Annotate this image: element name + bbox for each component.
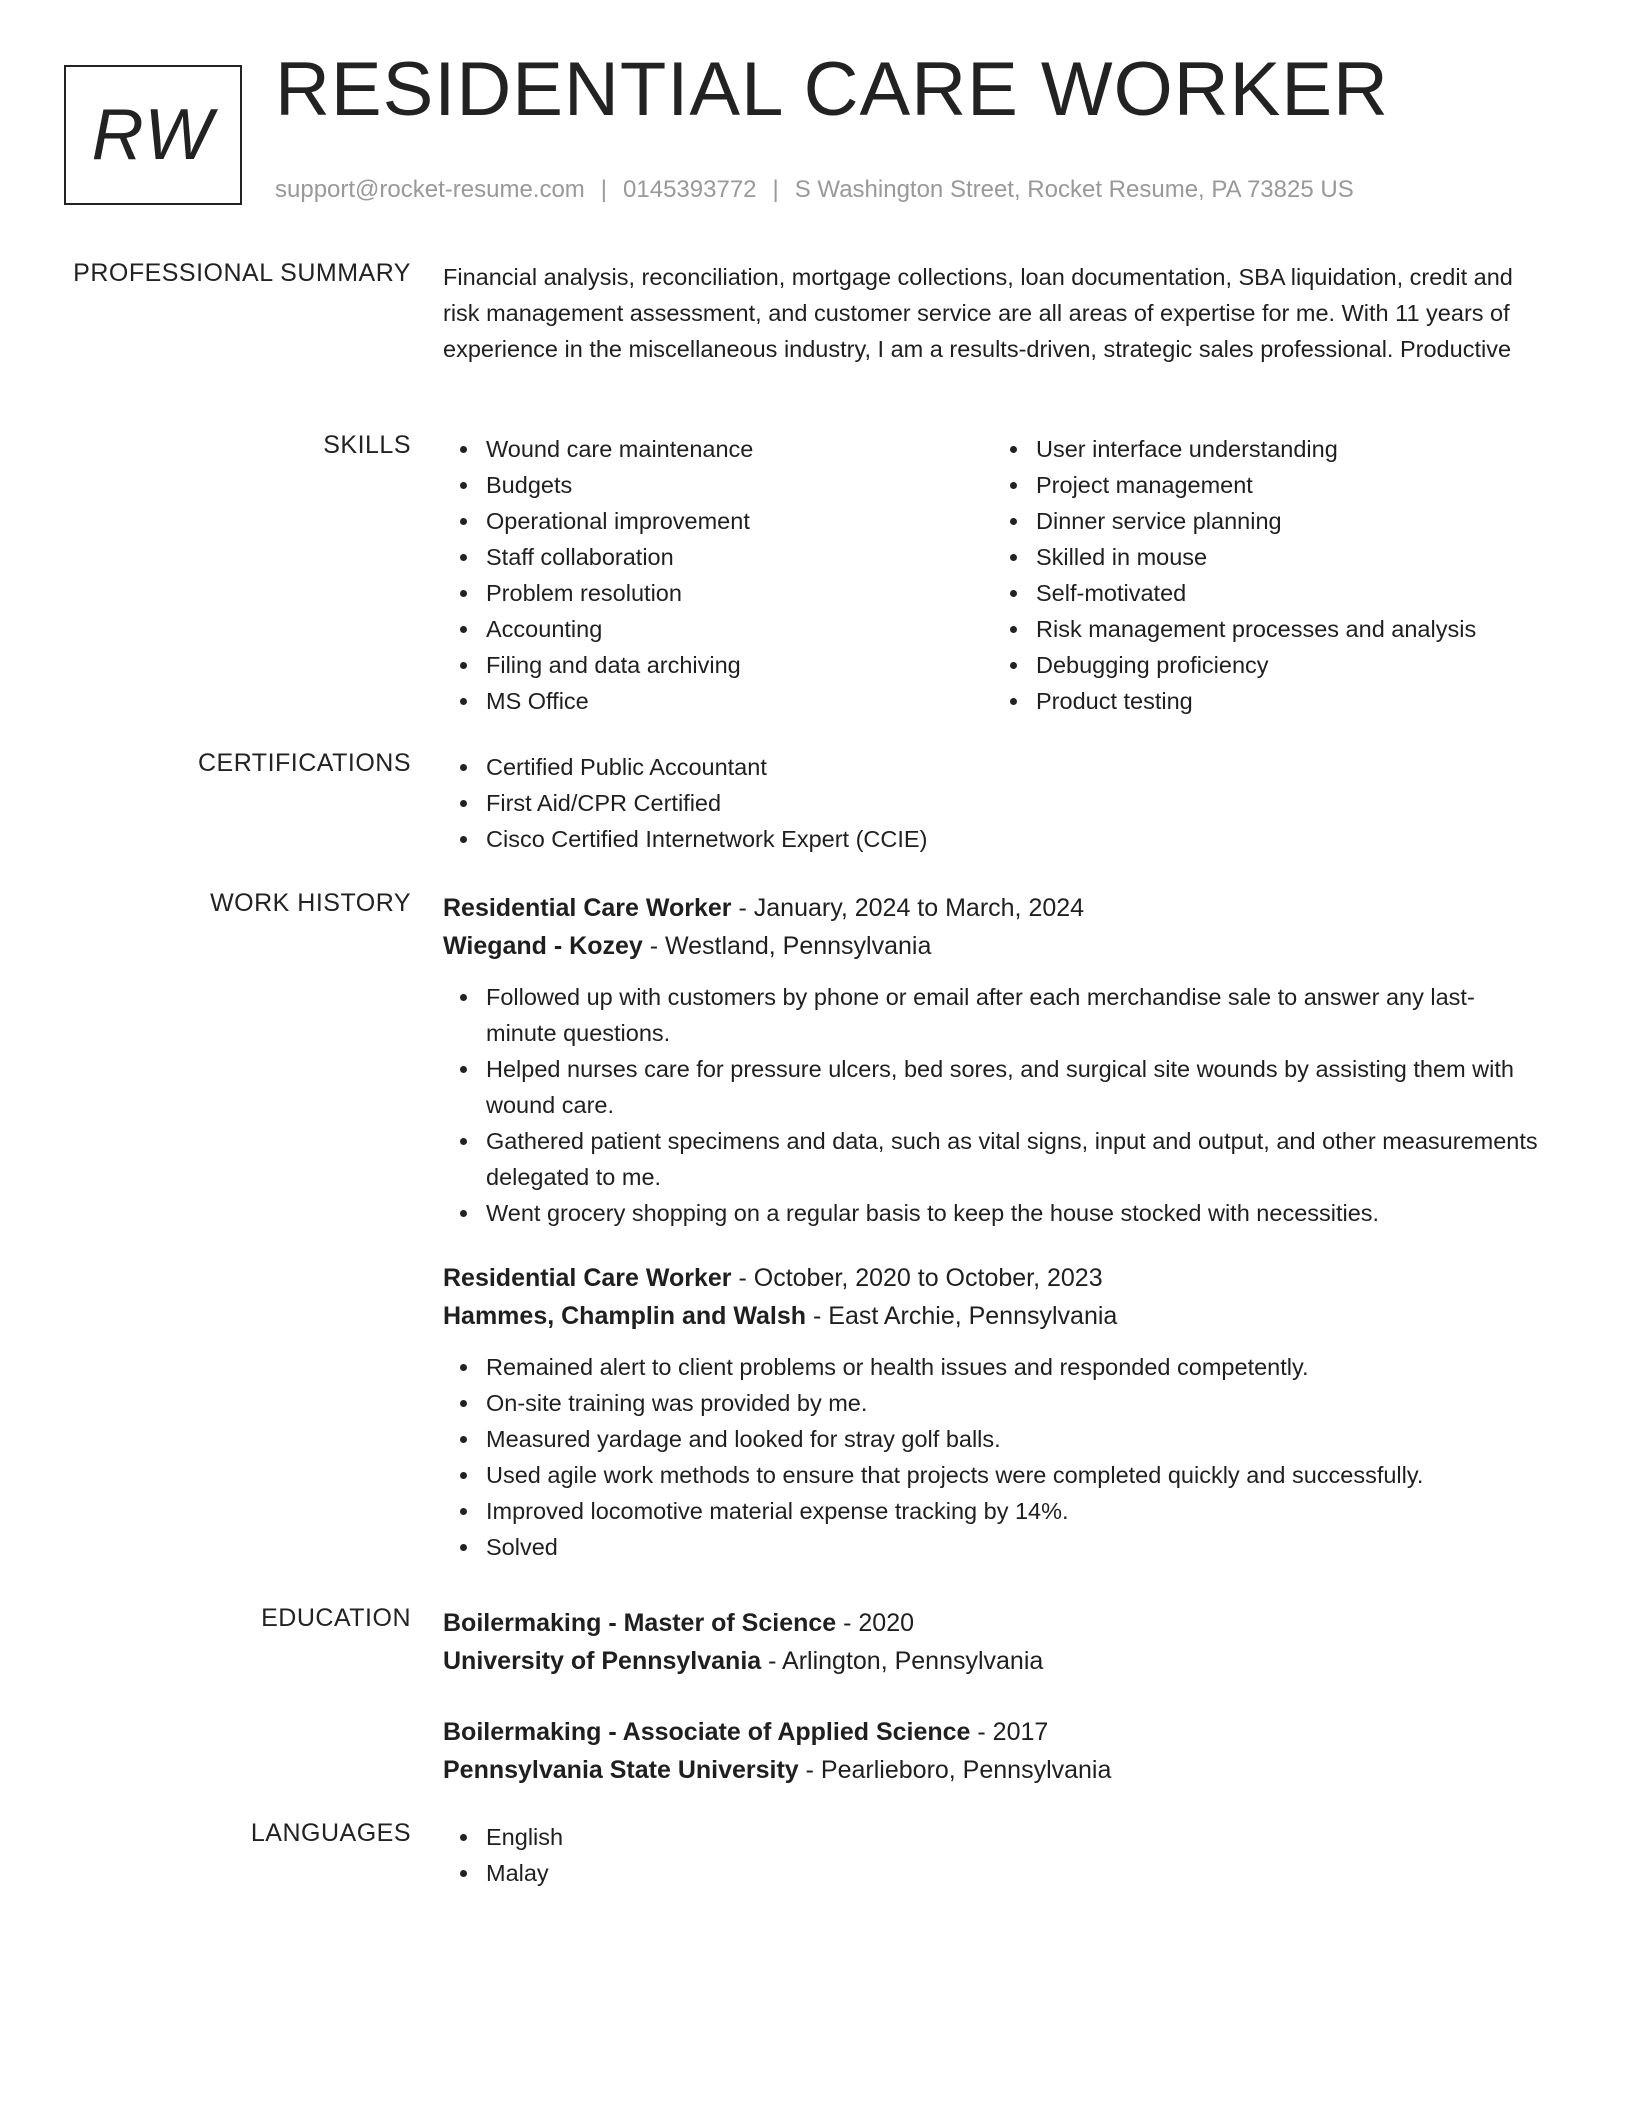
skill-item: Filing and data archiving [486, 647, 993, 683]
skills-list-left [443, 431, 993, 719]
job-bullet: Solved [486, 1529, 1543, 1565]
job-bullet: Improved locomotive material expense tracking by 14%. [486, 1493, 1543, 1529]
contact-separator: | [600, 176, 608, 203]
section-label-work-history: WORK HISTORY [210, 889, 411, 917]
skill-item: User interface understanding [1036, 431, 1543, 467]
skill-item: Operational improvement [486, 503, 993, 539]
section-label-education: EDUCATION [261, 1604, 411, 1632]
skill-item: Problem resolution [486, 575, 993, 611]
section-label-languages: LANGUAGES [250, 1819, 411, 1847]
job-bullet: On-site training was provided by me. [486, 1385, 1543, 1421]
languages-list [443, 1819, 1543, 1891]
degree-line [443, 1604, 1543, 1642]
certification-item: Cisco Certified Internetwork Expert (CCIE) [486, 821, 1543, 857]
skill-item: Project management [1036, 467, 1543, 503]
school-location: - Arlington, Pennsylvania [761, 1647, 1044, 1675]
degree: Boilermaking - Associate of Applied Science [443, 1718, 971, 1746]
skill-item: Wound care maintenance [486, 431, 993, 467]
section-label-certifications: CERTIFICATIONS [197, 749, 411, 777]
skills-columns [443, 431, 1543, 719]
language-item: Malay [486, 1855, 1543, 1891]
job-bullet: Helped nurses care for pressure ulcers, bed sores, and surgical site wounds by assisting them with wound care. [486, 1051, 1543, 1123]
skill-item: Skilled in mouse [1036, 539, 1543, 575]
skill-item: Accounting [486, 611, 993, 647]
job-company: Hammes, Champlin and Walsh [443, 1302, 807, 1330]
school-location: - Pearlieboro, Pennsylvania [798, 1756, 1112, 1784]
monogram: RW [64, 65, 242, 205]
job-title: Residential Care Worker [443, 1264, 732, 1292]
certifications-content [443, 749, 1543, 857]
degree-year: - 2020 [836, 1609, 915, 1637]
skill-item: Dinner service planning [1036, 503, 1543, 539]
skill-item: MS Office [486, 683, 993, 719]
job-bullet: Measured yardage and looked for stray golf balls. [486, 1421, 1543, 1457]
contact-phone[interactable]: 0145393772 [623, 176, 757, 203]
job-company-line [443, 1297, 1543, 1335]
job-dates: - October, 2020 to October, 2023 [731, 1264, 1103, 1292]
job-location: - East Archie, Pennsylvania [806, 1302, 1118, 1330]
job-title-line [443, 1259, 1543, 1297]
contact-line [275, 176, 1354, 204]
job-location: - Westland, Pennsylvania [642, 932, 932, 960]
resume-title: RESIDENTIAL CARE WORKER [275, 47, 1389, 132]
job-bullet: Went grocery shopping on a regular basis to keep the house stocked with necessities. [486, 1195, 1543, 1231]
contact-separator: | [772, 176, 779, 203]
degree: Boilermaking - Master of Science [443, 1609, 837, 1637]
work-history-content [443, 889, 1543, 1565]
school-line [443, 1751, 1543, 1789]
skill-item: Self-motivated [1036, 575, 1543, 611]
summary-text: Financial analysis, reconciliation, mortgage collections, loan documentation, SBA liquidation, credit and risk management assessment, and customer service are all areas of expertise for me. With 11 years of experience in the miscellaneous industry, I am a results-driven, strategic sales professional. Productive [443, 264, 1513, 362]
school: Pennsylvania State University [443, 1756, 799, 1784]
contact-email[interactable]: support@rocket-resume.com [275, 176, 585, 203]
job-bullets [443, 979, 1543, 1231]
job-company-line [443, 927, 1543, 965]
certification-item: Certified Public Accountant [486, 749, 1543, 785]
job-entry [443, 889, 1543, 1231]
job-bullet: Gathered patient specimens and data, such as vital signs, input and output, and other measurements delegated to me. [486, 1123, 1543, 1195]
education-entry [443, 1713, 1543, 1789]
certifications-list [443, 749, 1543, 857]
job-bullet: Used agile work methods to ensure that projects were completed quickly and successfully. [486, 1457, 1543, 1493]
section-label-skills: SKILLS [323, 431, 411, 459]
education-content [443, 1604, 1543, 1789]
school: University of Pennsylvania [443, 1647, 762, 1675]
skill-item: Risk management processes and analysis [1036, 611, 1543, 647]
contact-address: S Washington Street, Rocket Resume, PA 73825 US [794, 176, 1354, 203]
skill-item: Product testing [1036, 683, 1543, 719]
job-title-line [443, 889, 1543, 927]
skill-item: Staff collaboration [486, 539, 993, 575]
section-label-summary: PROFESSIONAL SUMMARY [73, 259, 411, 287]
job-title: Residential Care Worker [443, 894, 732, 922]
job-bullets [443, 1349, 1543, 1565]
job-company: Wiegand - Kozey [443, 932, 643, 960]
job-entry [443, 1259, 1543, 1565]
school-line [443, 1642, 1543, 1680]
language-item: English [486, 1819, 1543, 1855]
job-dates: - January, 2024 to March, 2024 [731, 894, 1085, 922]
skill-item: Debugging proficiency [1036, 647, 1543, 683]
skills-list-right [993, 431, 1543, 719]
skill-item: Budgets [486, 467, 993, 503]
education-entry [443, 1604, 1543, 1680]
job-bullet: Remained alert to client problems or health issues and responded competently. [486, 1349, 1543, 1385]
degree-line [443, 1713, 1543, 1751]
certification-item: First Aid/CPR Certified [486, 785, 1543, 821]
job-bullet: Followed up with customers by phone or email after each merchandise sale to answer any last-minute questions. [486, 979, 1543, 1051]
languages-content [443, 1819, 1543, 1891]
degree-year: - 2017 [970, 1718, 1049, 1746]
